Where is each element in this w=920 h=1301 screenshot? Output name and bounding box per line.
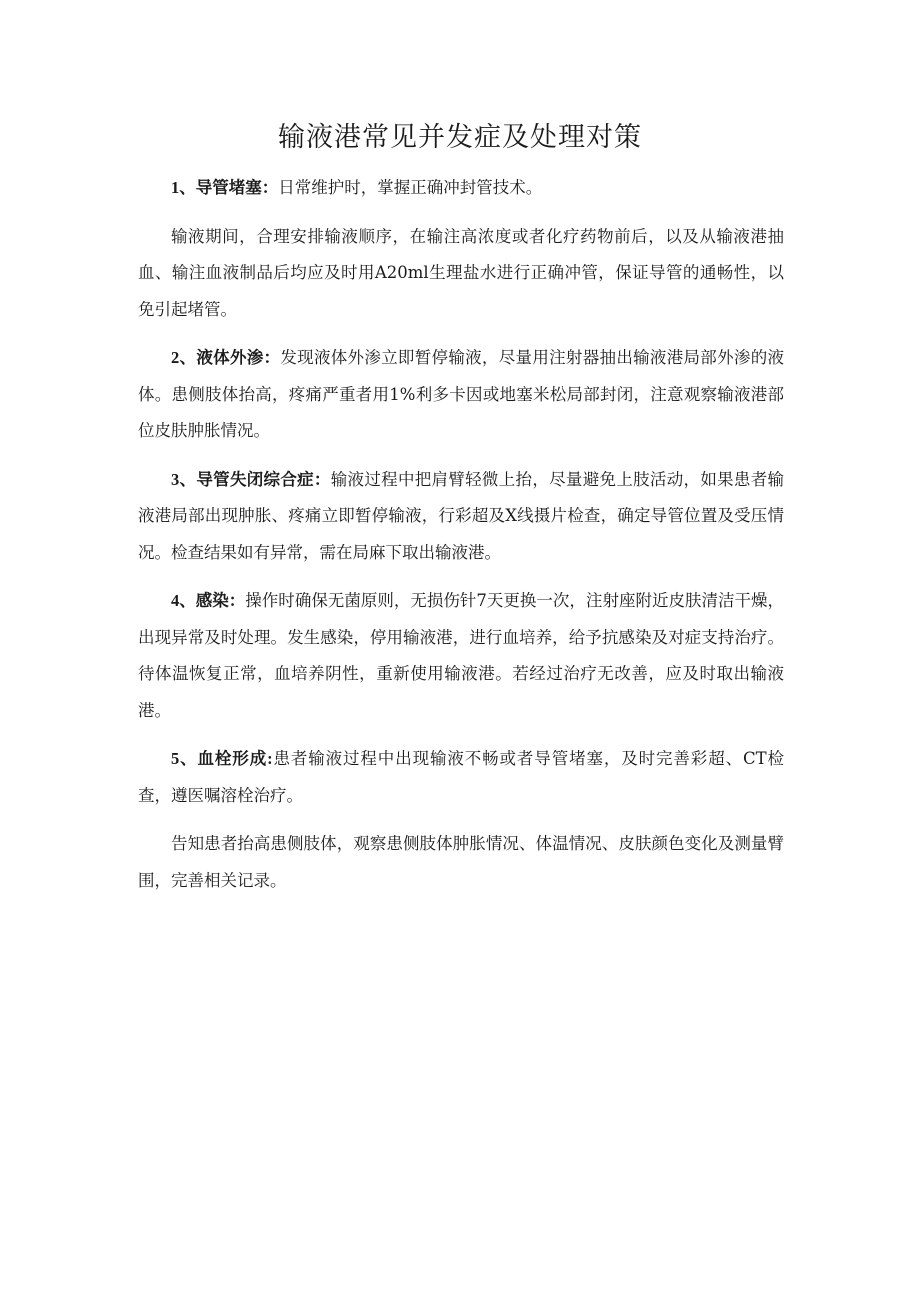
paragraph-text: 输液过程中把肩臂轻微上抬，尽量避免上肢活动，如果患者输液港局部出现肿胀、疼痛立即暂停输液，行彩超及X线摄片检查，确定导管位置及受压情况。检查结果如有异常，需在局麻下取出输液港。 [138,469,785,562]
paragraph-heading: 1、导管堵塞： [171,178,279,197]
paragraph-text: 患者输液过程中出现输液不畅或者导管堵塞，及时完善彩超、CT检查，遵医嘱溶栓治疗。 [138,749,784,805]
paragraph-heading: 3、导管失闭综合症： [171,469,331,489]
paragraph-extravasation [138,340,784,450]
paragraph-text: 日常维护时，掌握正确冲封管技术。 [278,178,543,197]
paragraph-heading: 2、液体外渗： [171,348,281,367]
paragraph-infection [138,583,784,729]
paragraph-text: 输液期间，合理安排输液顺序，在输注高浓度或者化疗药物前后，以及从输液港抽血、输注血液制品后均应及时用A20ml生理盐水进行正确冲管，保证导管的通畅性，以免引起堵管。 [138,226,784,319]
paragraph-heading: 4、感染： [171,591,246,610]
paragraph-text: 发现液体外渗立即暂停输液，尽量用注射器抽出输液港局部外渗的液体。患侧肢体抬高，疼痛严重者用1%利多卡因或地塞米松局部封闭，注意观察输液港部位皮肤肿胀情况。 [138,348,785,440]
paragraph-pinch-off-syndrome [138,462,784,572]
document-body [138,170,784,911]
paragraph-thrombosis [138,741,784,814]
paragraph-text: 告知患者抬高患侧肢体，观察患侧肢体肿胀情况、体温情况、皮肤颜色变化及测量臂围，完善相关记录。 [138,834,784,890]
paragraph-infusion-period [138,219,784,329]
paragraph-heading: 5、血栓形成: [171,749,273,768]
paragraph-catheter-blockage [138,170,784,207]
document-title: 输液港常见并发症及处理对策 [278,122,642,153]
paragraph-text: 操作时确保无菌原则，无损伤针7天更换一次，注射座附近皮肤清洁干燥，出现异常及时处理。发生感染，停用输液港，进行血培养，给予抗感染及对症支持治疗。待体温恢复正常，血培养阴性，重新使用输液港。若经过治疗无改善，应及时取出输液港。 [138,591,785,720]
paragraph-patient-instruction [138,826,784,899]
